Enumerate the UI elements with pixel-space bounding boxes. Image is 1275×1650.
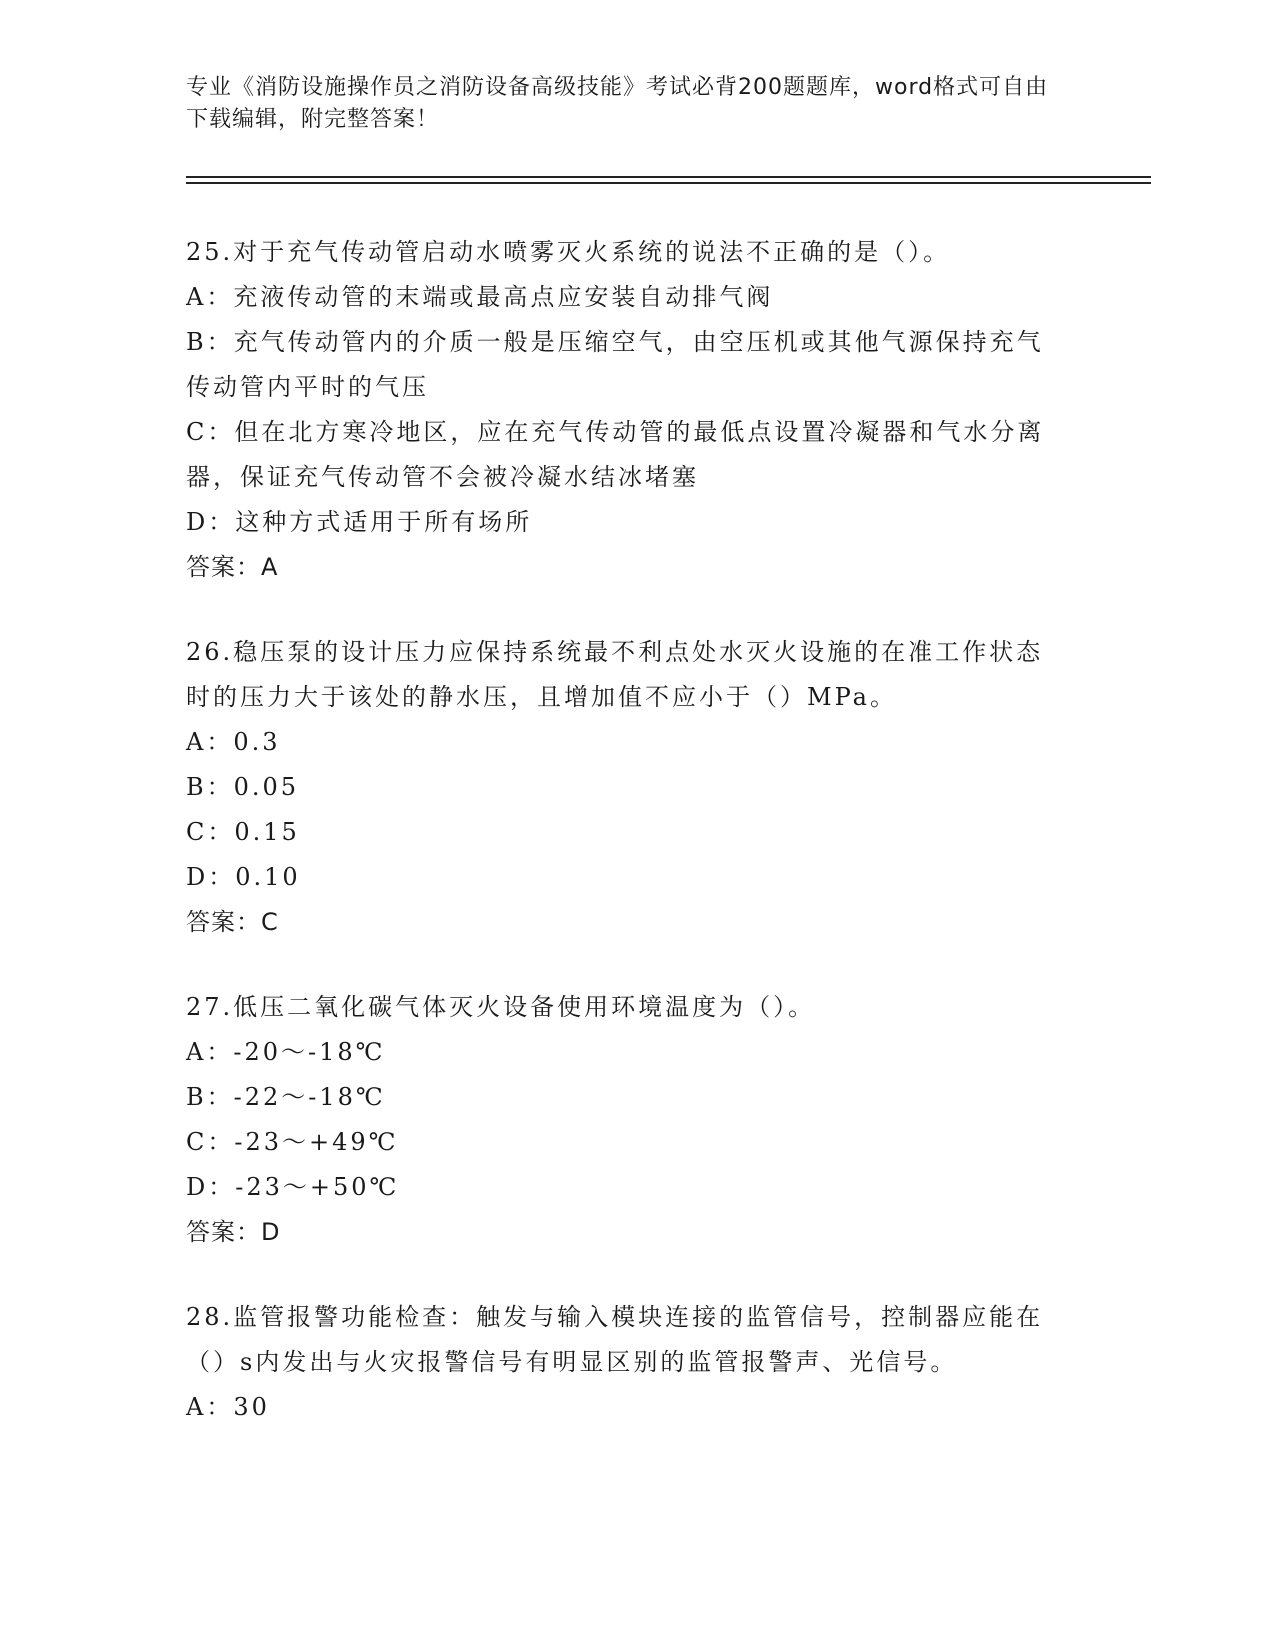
option-b: B：充气传动管内的介质一般是压缩空气，由空压机或其他气源保持充气传动管内平时的气压 <box>186 328 1044 401</box>
option-a: A：30 <box>186 1393 270 1421</box>
option-c: C：-23～+49℃ <box>186 1128 399 1156</box>
question-stem: 26.稳压泵的设计压力应保持系统最不利点处水灭火设施的在准工作状态时的压力大于该处的静水压，且增加值不应小于（）MPa。 <box>186 638 1044 711</box>
option-b: B：-22～-18℃ <box>186 1083 386 1111</box>
question-stem: 25.对于充气传动管启动水喷雾灭火系统的说法不正确的是（）。 <box>186 238 951 266</box>
header-rule-bottom <box>186 182 1151 184</box>
answer-line: 答案：A <box>186 553 279 581</box>
option-c: C：但在北方寒冷地区，应在充气传动管的最低点设置冷凝器和气水分离器，保证充气传动管不会被冷凝水结冰堵塞 <box>186 418 1045 491</box>
header-rule-top <box>186 176 1151 178</box>
option-c: C：0.15 <box>186 818 300 846</box>
question-28 <box>186 1295 1066 1430</box>
option-a: A：充液传动管的末端或最高点应安装自动排气阀 <box>186 283 774 311</box>
answer-line: 答案：D <box>186 1218 281 1246</box>
option-d: D：0.10 <box>186 863 301 891</box>
question-26 <box>186 630 1066 945</box>
question-27 <box>186 985 1066 1255</box>
answer-line: 答案：C <box>186 908 279 936</box>
question-list <box>186 230 1066 1470</box>
option-a: A：0.3 <box>186 728 281 756</box>
option-d: D：-23～+50℃ <box>186 1173 400 1201</box>
question-stem: 27.低压二氧化碳气体灭火设备使用环境温度为（）。 <box>186 993 816 1021</box>
option-b: B：0.05 <box>186 773 300 801</box>
document-header: 专业《消防设施操作员之消防设备高级技能》考试必背200题题库，word格式可自由下载编辑，附完整答案！ <box>186 75 1049 132</box>
option-a: A：-20～-18℃ <box>186 1038 386 1066</box>
option-d: D：这种方式适用于所有场所 <box>186 508 533 536</box>
question-stem: 28.监管报警功能检查：触发与输入模块连接的监管信号，控制器应能在（）s内发出与火灾报警信号有明显区别的监管报警声、光信号。 <box>186 1303 1044 1376</box>
question-25 <box>186 230 1066 590</box>
